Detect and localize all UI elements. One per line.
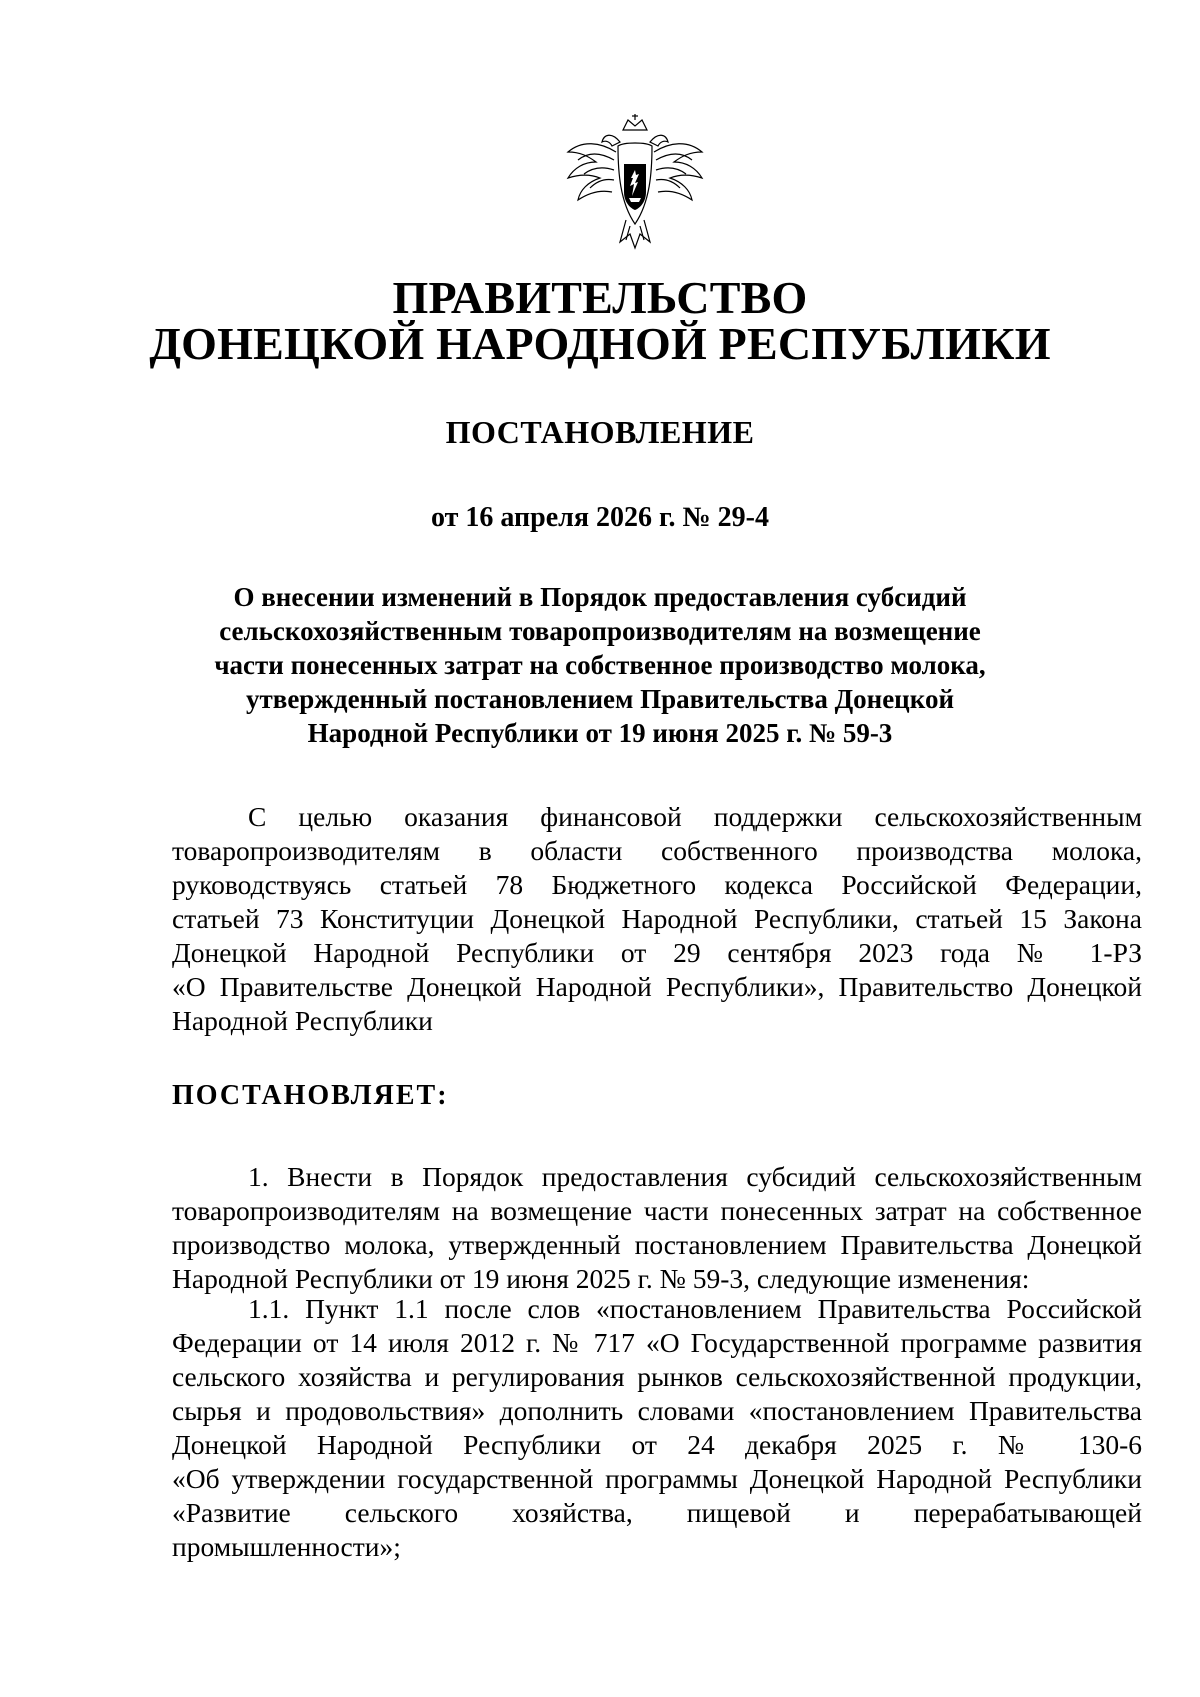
resolves-heading: ПОСТАНОВЛЯЕТ: [172,1080,449,1111]
document-type-heading: ПОСТАНОВЛЕНИЕ [445,414,755,450]
item-1-1-paragraph [172,1292,1142,1564]
paragraph-line: сельского хозяйства и регулирования рынков сельскохозяйственной продукции, [172,1361,1142,1392]
paragraph-line: Донецкой Народной Республики от 24 декабря 2025 г. № 130-6 [172,1429,1142,1460]
paragraph-line: 1. Внести в Порядок предоставления субсидий сельскохозяйственным [248,1161,1142,1192]
paragraph-line: Донецкой Народной Республики от 29 сентября 2023 года № 1-РЗ [172,937,1142,968]
paragraph-line: «Об утверждении государственной программы Донецкой Народной Республики [172,1463,1142,1494]
paragraph-line: 1.1. Пункт 1.1 после слов «постановлением Правительства Российской [248,1293,1142,1324]
paragraph-line: промышленности»; [172,1531,401,1562]
paragraph-line: Федерации от 14 июля 2012 г. № 717 «О Государственной программе развития [172,1327,1142,1358]
subject-line: Народной Республики от 19 июня 2025 г. № 59-3 [307,718,893,748]
double-headed-eagle-coat-of-arms-icon [560,112,710,262]
organization-title-line-1: ПРАВИТЕЛЬСТВО [392,272,808,323]
organization-title-line-2: ДОНЕЦКОЙ НАРОДНОЙ РЕСПУБЛИКИ [149,318,1051,369]
paragraph-line: «О Правительстве Донецкой Народной Республики», Правительство Донецкой [172,971,1142,1002]
paragraph-line: руководствуясь статьей 78 Бюджетного кодекса Российской Федерации, [172,869,1142,900]
subject-line: утвержденный постановлением Правительства Донецкой [245,684,954,714]
paragraph-line: «Развитие сельского хозяйства, пищевой и перерабатывающей [172,1497,1142,1528]
paragraph-line: С целью оказания финансовой поддержки сельскохозяйственным [248,801,1142,832]
subject-line: О внесении изменений в Порядок предоставления субсидий [233,582,967,612]
preamble-paragraph [172,800,1142,1038]
document-date-number: от 16 апреля 2026 г. № 29-4 [430,502,770,533]
paragraph-line: сырья и продовольствия» дополнить словами «постановлением Правительства [172,1395,1142,1426]
paragraph-line: статьей 73 Конституции Донецкой Народной Республики, статьей 15 Закона [172,903,1142,934]
item-1-paragraph [172,1160,1142,1296]
subject-line: сельскохозяйственным товаропроизводителям на возмещение [219,616,981,646]
subject-line: части понесенных затрат на собственное производство молока, [214,650,986,680]
document-subject [170,580,1030,750]
paragraph-line: производство молока, утвержденный постановлением Правительства Донецкой [172,1229,1142,1260]
paragraph-line: товаропроизводителям на возмещение части понесенных затрат на собственное [172,1195,1142,1226]
paragraph-line: Народной Республики от 19 июня 2025 г. № 59-3, следующие изменения: [172,1263,1030,1294]
paragraph-line: товаропроизводителям в области собственного производства молока, [172,835,1142,866]
paragraph-line: Народной Республики [172,1005,433,1036]
